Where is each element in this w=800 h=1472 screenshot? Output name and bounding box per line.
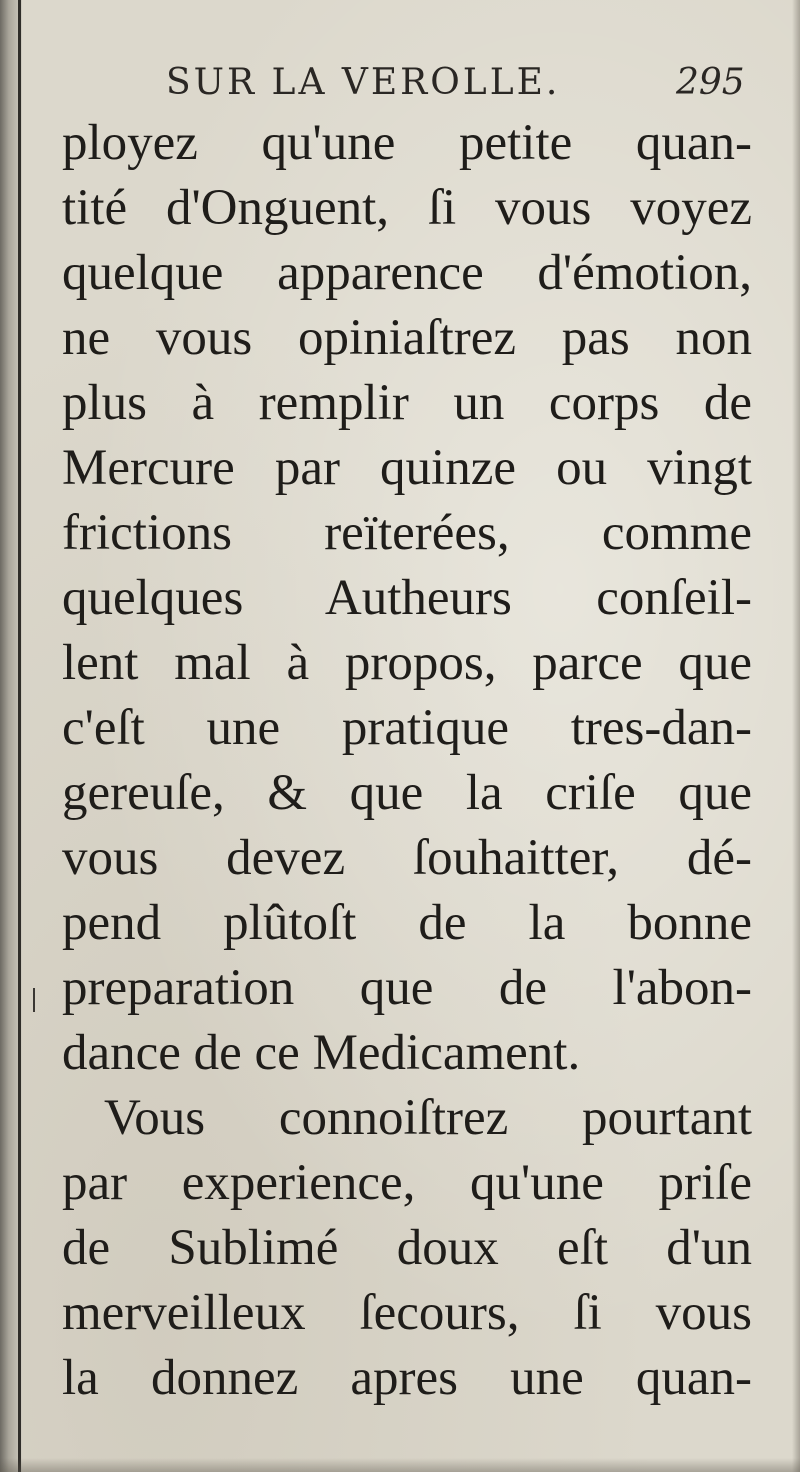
text-line-5: plus à remplir un corps de	[62, 375, 752, 431]
page-right-edge	[792, 0, 800, 1472]
text-line-15: dance de ce Medicament.	[62, 1025, 581, 1081]
text-line-8: quelques Autheurs conſeil-	[62, 570, 752, 626]
text-line-1: ployez qu'une petite quan-	[62, 115, 752, 171]
running-head-title: SUR LA VEROLLE.	[166, 62, 561, 103]
text-line-3: quelque apparence d'émotion,	[62, 245, 752, 301]
text-line-6: Mercure par quinze ou vingt	[62, 440, 752, 496]
page-fold-line	[18, 0, 21, 1472]
page-bottom-edge	[0, 1458, 800, 1472]
text-line-19: merveilleux ſecours, ſi vous	[62, 1285, 752, 1341]
text-line-16: Vous connoiſtrez pourtant	[104, 1090, 752, 1146]
text-line-17: par experience, qu'une priſe	[62, 1155, 752, 1211]
text-line-14: preparation que de l'abon-	[62, 960, 752, 1016]
text-line-12: vous devez ſouhaitter, dé-	[62, 830, 752, 886]
text-line-11: gereuſe, & que la criſe que	[62, 765, 752, 821]
text-line-20: la donnez apres une quan-	[62, 1350, 752, 1406]
text-line-13: pend plûtoſt de la bonne	[62, 895, 752, 951]
page-number: 295	[676, 62, 745, 103]
text-line-18: de Sublimé doux eſt d'un	[62, 1220, 752, 1276]
margin-mark	[33, 988, 35, 1012]
text-line-10: c'eſt une pratique tres-dan-	[62, 700, 752, 756]
text-line-9: lent mal à propos, parce que	[62, 635, 752, 691]
text-line-4: ne vous opiniaſtrez pas non	[62, 310, 752, 366]
text-line-2: tité d'Onguent, ſi vous voyez	[62, 180, 752, 236]
text-line-7: frictions reïterées, comme	[62, 505, 752, 561]
